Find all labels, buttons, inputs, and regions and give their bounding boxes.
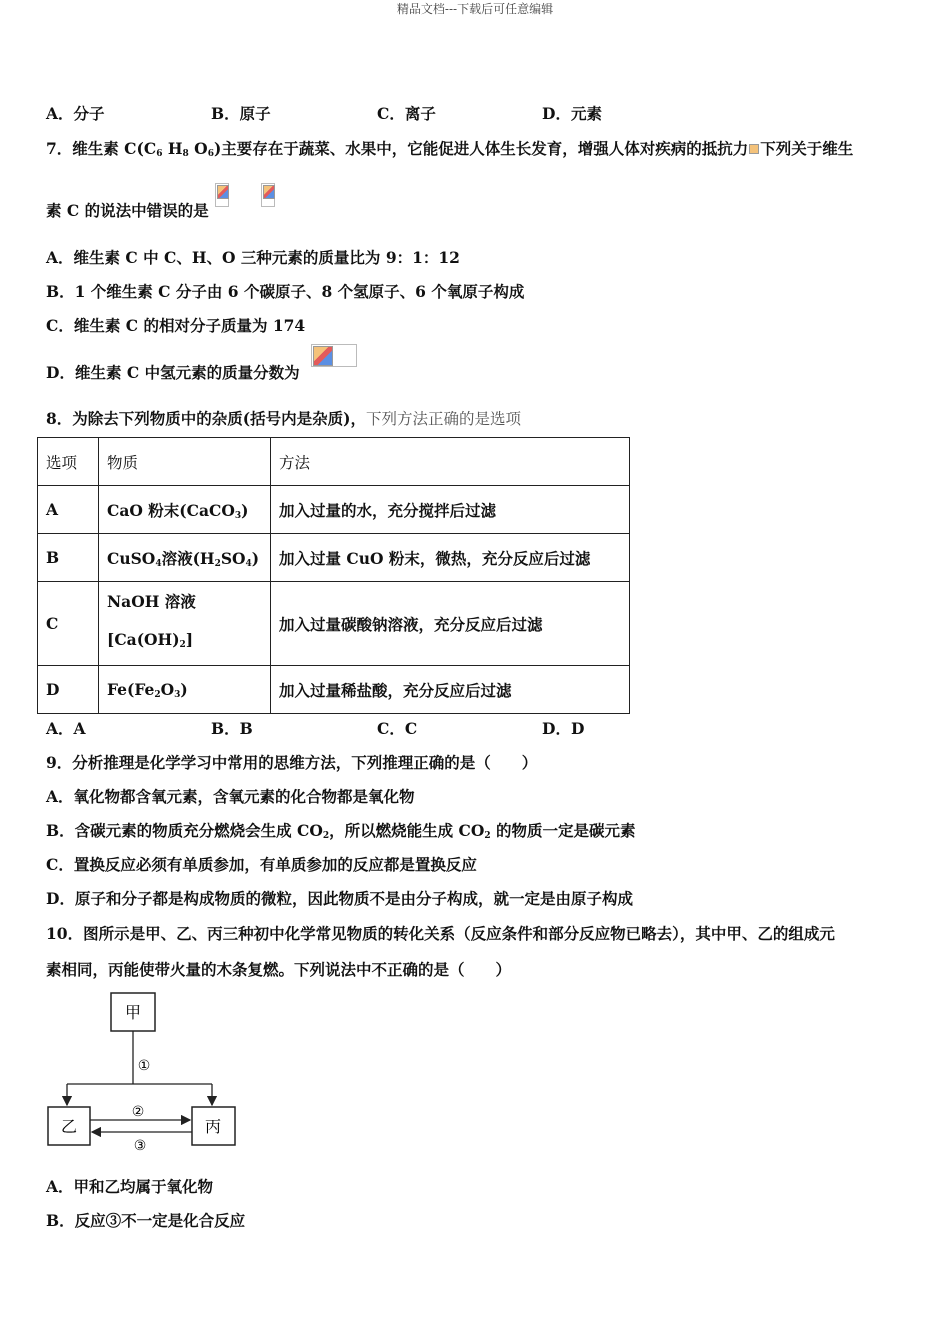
table-cell-option: D (38, 666, 99, 714)
q7-option-c: C．维生素 C 的相对分子质量为 174 (46, 316, 306, 335)
q8-options-table (37, 437, 630, 714)
table-header-cell: 选项 (38, 438, 99, 486)
q7-stem-line1: 7．维生素 $C(C_6$ $H_8$ $O_6$)主要存在于蔬菜、水果中，它能促进人体生长发育，增强人体对疾病的抵抗力 下列关于维生 (46, 139, 854, 159)
table-cell-option: C (38, 582, 99, 666)
table-header-cell: 物质 (99, 438, 271, 486)
q9-option-b: B．含碳元素的物质充分燃烧会生成 $CO_2$，所以燃烧能生成 $CO_2$ 的物质一定是碳元素 (46, 821, 636, 841)
q6-option-d: D．元素 (542, 104, 602, 123)
conversion-diagram (40, 990, 250, 1155)
table-cell-option: B (38, 534, 99, 582)
broken-image-icon (261, 183, 275, 207)
q9-stem: 9．分析推理是化学学习中常用的思维方法，下列推理正确的是（ ） (46, 753, 538, 772)
q8-option-d: D．D (542, 719, 585, 738)
broken-image-icon (311, 344, 357, 367)
table-row (38, 486, 630, 534)
page-header: 精品文档---下载后可任意编辑 (396, 2, 554, 16)
q9-option-a: A．氧化物都含氧元素，含氧元素的化合物都是氧化物 (46, 787, 415, 806)
q6-option-b: B．原子 (211, 104, 271, 123)
table-cell-method: 加入过量碳酸钠溶液，充分反应后过滤 (271, 582, 630, 666)
table-row (38, 534, 630, 582)
table-cell-method: 加入过量的水，充分搅拌后过滤 (271, 486, 630, 534)
table-cell-method: 加入过量稀盐酸，充分反应后过滤 (271, 666, 630, 714)
table-header-cell: 方法 (271, 438, 630, 486)
q10-stem-line2: 素相同，丙能使带火量的木条复燃。下列说法中不正确的是（ ） (46, 960, 512, 979)
table-cell-substance: NaOH 溶液 $[Ca(OH)_2]$ (99, 582, 271, 666)
node-bing-label: 丙 (204, 1117, 222, 1136)
q8-option-a: A．A (46, 719, 86, 738)
table-row (38, 582, 630, 666)
node-jia-label: 甲 (124, 1003, 142, 1022)
broken-image-icon (215, 183, 229, 207)
reaction-3-label: ③ (133, 1138, 147, 1154)
q9-option-d: D．原子和分子都是构成物质的微粒，因此物质不是由分子构成，就一定是由原子构成 (46, 889, 633, 908)
node-yi-label: 乙 (60, 1117, 78, 1136)
table-cell-option: A (38, 486, 99, 534)
q7-option-b: B．1 个维生素 C 分子由 6 个碳原子、8 个氢原子、6 个氧原子构成 (46, 282, 525, 301)
q7-option-a: A．维生素 C 中 C、H、O 三种元素的质量比为 9：1：12 (46, 248, 460, 267)
q10-option-b: B．反应③不一定是化合反应 (46, 1211, 246, 1230)
q9-option-c: C．置换反应必须有单质参加，有单质参加的反应都是置换反应 (46, 855, 477, 874)
table-cell-substance: $Fe(Fe_2O_3)$ (99, 666, 271, 714)
q10-option-a: A．甲和乙均属于氧化物 (46, 1177, 214, 1196)
reaction-2-label: ② (131, 1104, 145, 1120)
q6-option-a: A．分子 (46, 104, 105, 123)
broken-image-icon (749, 144, 759, 154)
table-cell-substance: CaO 粉末(CaCO$_3$) (99, 486, 271, 534)
table-row (38, 666, 630, 714)
table-cell-substance: CuSO$_4$溶液$(H_2SO_4)$ (99, 534, 271, 582)
q8-option-b: B．B (211, 719, 253, 738)
q7-stem-line2: 素 C 的说法中错误的是 (46, 201, 209, 220)
reaction-1-label: ① (137, 1058, 151, 1074)
table-header-row (38, 438, 630, 486)
q6-option-c: C．离子 (377, 104, 436, 123)
table-cell-method: 加入过量 CuO 粉末，微热，充分反应后过滤 (271, 534, 630, 582)
q7-option-d: D．维生素 C 中氢元素的质量分数为 (46, 363, 300, 382)
q10-stem-line1: 10．图所示是甲、乙、丙三种初中化学常见物质的转化关系（反应条件和部分反应物已略去），其中甲、乙的组成元 (46, 924, 835, 943)
q8-option-c: C．C (377, 719, 418, 738)
q8-stem: 8．为除去下列物质中的杂质(括号内是杂质)，下列方法正确的是选项 (46, 409, 521, 428)
